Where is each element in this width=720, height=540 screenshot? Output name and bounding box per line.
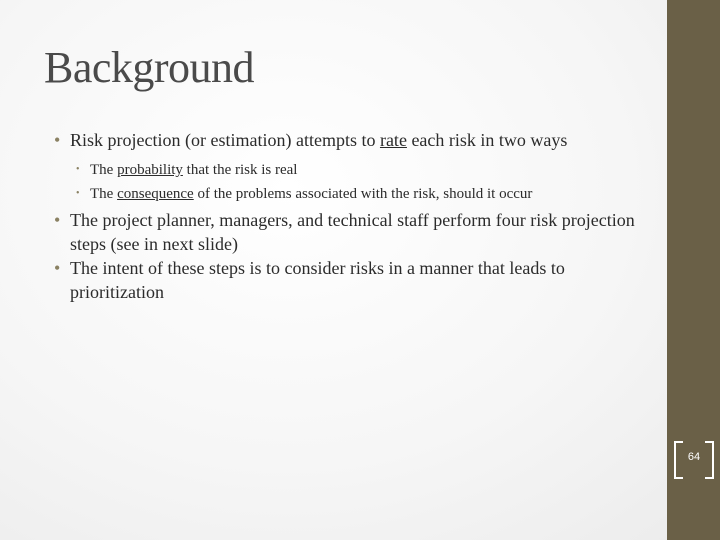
sub-bullet-2-underlined: consequence [117,186,194,202]
sub-bullet-dot-icon: • [76,164,80,175]
bullet-3 [54,256,644,304]
bullet-dot-icon: • [54,130,61,150]
sub-bullet-1 [76,158,644,182]
sub-bullet-1-post: that the risk is real [182,162,298,178]
bullet-dot-icon: • [54,210,61,230]
bullet-1-text: Risk projection (or estimation) attempts to [70,130,380,150]
bullet-3-text: The intent of these steps is to consider risks in a manner that leads to prioritization [70,258,565,302]
bullet-1-text-after: each risk in two ways [406,130,568,150]
sub-bullet-2-pre: The [90,186,118,202]
bullet-dot-icon: • [54,258,61,278]
sub-bullet-2 [76,182,644,206]
slide-content [54,128,644,304]
bullet-2-text: The project planner, managers, and technical staff perform four risk projection steps (see in next slide) [70,210,635,254]
page-number-badge [674,441,714,475]
sub-bullet-1-pre: The [90,162,118,178]
slide-title: Background [44,43,255,92]
bullet-2 [54,208,644,256]
bullet-1-underlined: rate [379,130,407,150]
sub-bullet-dot-icon: • [76,188,80,199]
sub-bullet-list [76,158,644,206]
sub-bullet-2-post: of the problems associated with the risk, should it occur [193,186,533,202]
sub-bullet-1-underlined: probability [117,162,183,178]
page-number: 64 [687,451,701,463]
bullet-1 [54,128,644,152]
